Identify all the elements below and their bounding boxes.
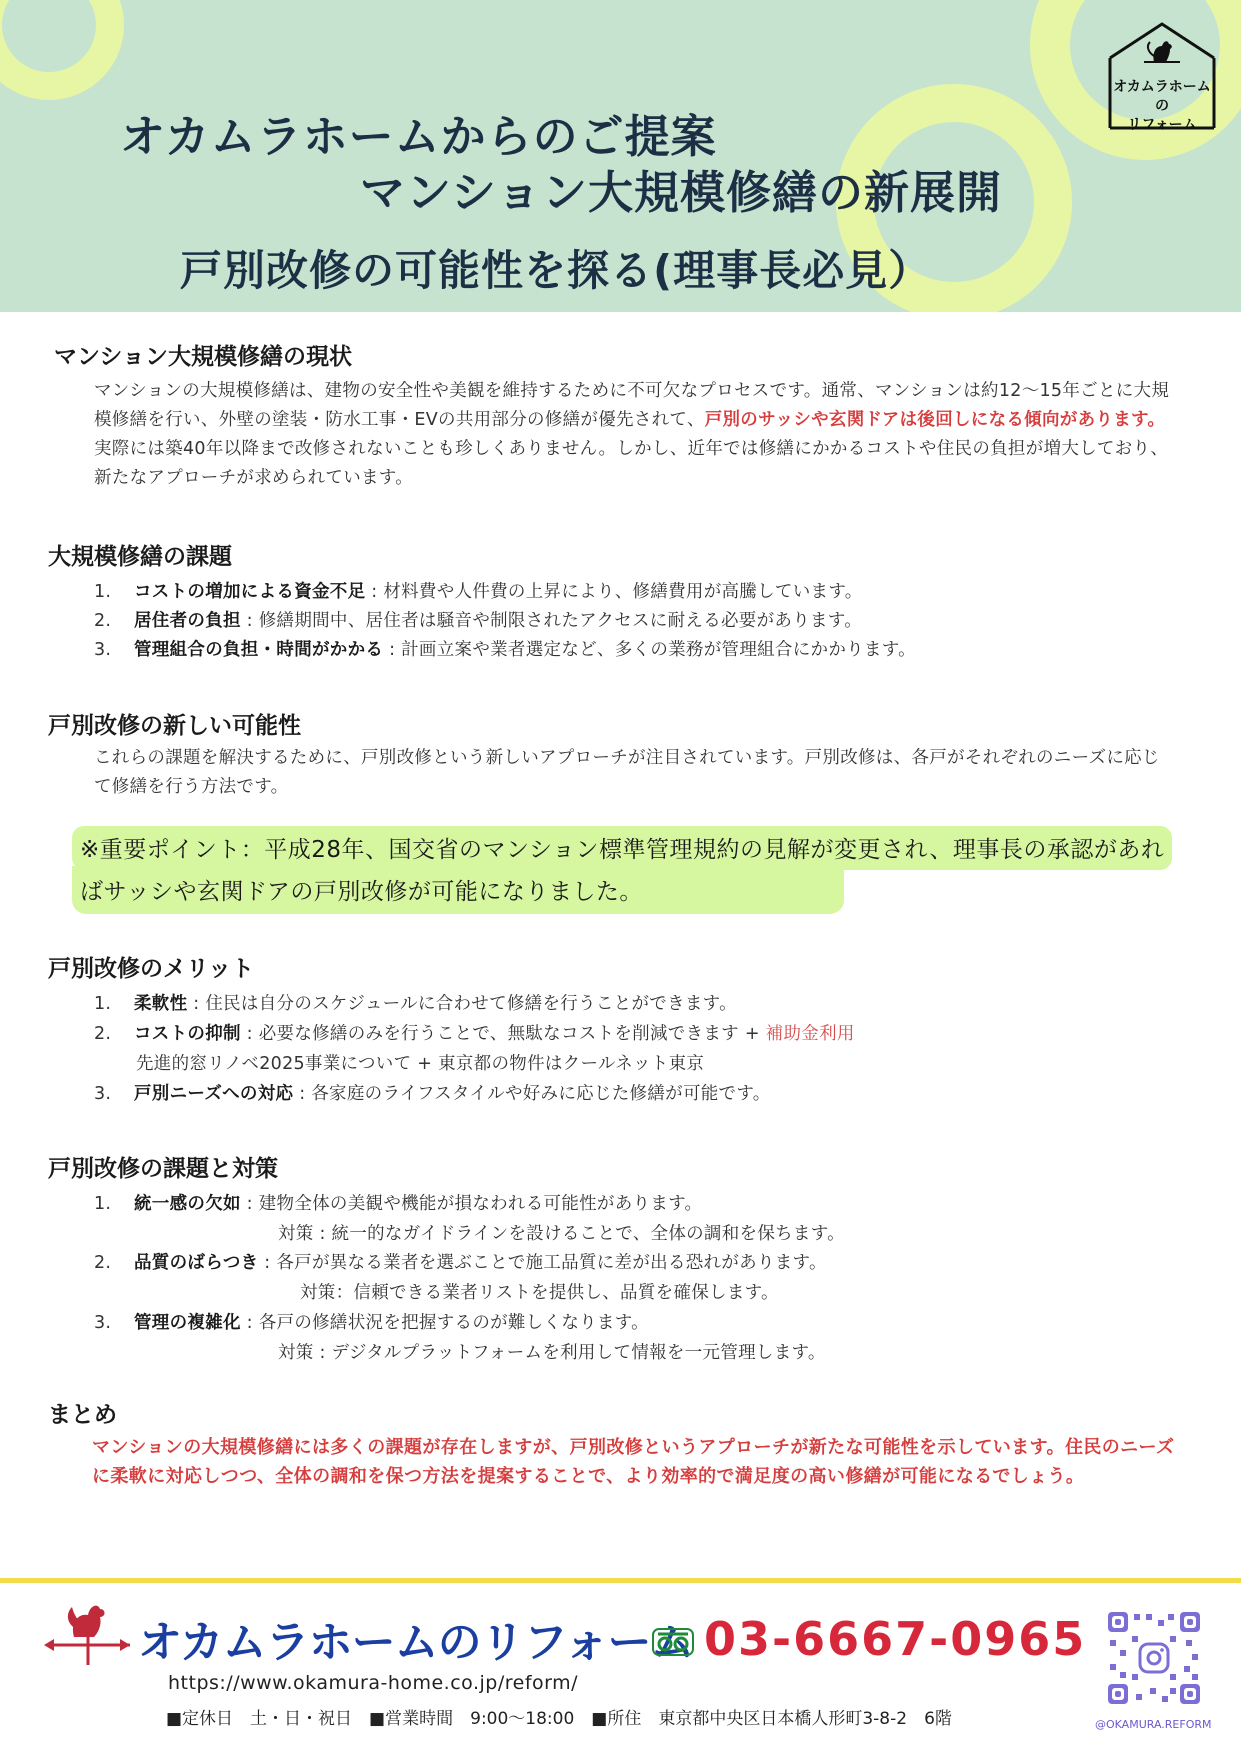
footer-divider (0, 1578, 1241, 1583)
list-item: 2. 品質のばらつき : 各戸が異なる業者を選ぶことで施工品質に差が出る恐れがあります。 (94, 1253, 827, 1273)
instagram-handle[interactable]: @OKAMURA.REFORM (1095, 1718, 1212, 1731)
list-item: 3. 管理組合の負担・時間がかかる : 計画立案や業者選定など、多くの業務が管理組合にかかります。 (94, 640, 916, 660)
countermeasure-text: 対策 : デジタルプラットフォームを利用して情報を一元管理します。 (278, 1343, 826, 1363)
summary-text: マンションの大規模修繕には多くの課題が存在しますが、戸別改修というアプローチが新たな可能性を示しています。住民のニーズに柔軟に対応しつつ、全体の調和を保つ方法を提案することで、より効率的で満足度の高い修繕が可能になるでしょう。 (92, 1437, 1175, 1487)
page-title-line2: マンション大規模修繕の新展開 (360, 166, 1002, 219)
website-link[interactable]: https://www.okamura-home.co.jp/reform/ (168, 1672, 579, 1694)
section-heading-issues: 大規模修繕の課題 (48, 544, 232, 570)
decor-ring (0, 0, 124, 100)
freedial-icon (652, 1628, 694, 1656)
page-title-line1: オカムラホームからのご提案 (120, 110, 717, 163)
page-subtitle: 戸別改修の可能性を探る(理事長必見） (180, 246, 932, 295)
list-item: 2. コストの抑制 : 必要な修繕のみを行うことで、無駄なコストを削減できます + 補助金利用 (94, 1024, 855, 1044)
list-item: 1. コストの増加による資金不足 : 材料費や人件費の上昇により、修繕費用が高騰しています。 (94, 582, 863, 602)
header-banner (0, 0, 1241, 312)
brand-logo-text: オカムラホームのリフォーム (138, 1617, 694, 1668)
section-body-current-status: マンションの大規模修繕は、建物の安全性や美観を維持するために不可欠なプロセスです。通常、マンションは約12〜15年ごとに大規模修繕を行い、外壁の塗装・防水工事・EVの共用部分の修繕が優先されて、戸別のサッシや玄関ドアは後回しになる傾向があります。実際には築40年以降まで改修されないことも珍しくありません。しかし、近年では修繕にかかるコストや住民の負担が増大しており、新たなアプローチが求められています。 (94, 381, 1170, 488)
subsidy-program-link[interactable]: 先進的窓リノベ2025事業について + 東京都の物件はクールネット東京 (136, 1054, 705, 1074)
business-info: ■定休日 土・日・祝日 ■営業時間 9:00〜18:00 ■所住 東京都中央区日本橋人形町3-8-2 6階 (166, 1709, 952, 1729)
list-item: 1. 統一感の欠如 : 建物全体の美観や機能が損なわれる可能性があります。 (94, 1194, 703, 1214)
section-heading-merits: 戸別改修のメリット (48, 956, 255, 982)
rooster-weathervane-icon (44, 1595, 134, 1667)
phone-number[interactable]: 03-6667-0965 (704, 1612, 1087, 1666)
subsidy-link[interactable]: 補助金利用 (765, 1024, 855, 1044)
list-item: 3. 管理の複雑化 : 各戸の修繕状況を把握するのが難しくなります。 (94, 1313, 649, 1333)
instagram-qr-code-icon[interactable] (1106, 1610, 1202, 1706)
list-item: 1. 柔軟性 : 住民は自分のスケジュールに合わせて修繕を行うことができます。 (94, 994, 737, 1014)
countermeasure-text: 対策：信頼できる業者リストを提供し、品質を確保します。 (300, 1283, 779, 1303)
important-point-callout: ※重要ポイント：平成28年、国交省のマンション標準管理規約の見解が変更され、理事長の承認があればサッシや玄関ドアの戸別改修が可能になりました。 (80, 837, 1165, 905)
list-item: 2. 居住者の負担 : 修繕期間中、居住者は騒音や制限されたアクセスに耐える必要があります。 (94, 611, 863, 631)
section-heading-current-status: マンション大規模修繕の現状 (54, 344, 352, 370)
countermeasure-text: 対策 : 統一的なガイドラインを設けることで、全体の調和を保ちます。 (278, 1224, 845, 1244)
section-heading-summary: まとめ (48, 1402, 117, 1428)
header-logo-text: オカムラホームの リフォーム (1113, 79, 1211, 133)
list-item: 3. 戸別ニーズへの対応 : 各家庭のライフスタイルや好みに応じた修繕が可能です。 (94, 1084, 771, 1104)
section-heading-new-possibility: 戸別改修の新しい可能性 (48, 713, 301, 739)
section-heading-challenges: 戸別改修の課題と対策 (48, 1156, 278, 1182)
emphasis-text: 戸別のサッシや玄関ドアは後回しになる傾向があります。 (704, 410, 1166, 430)
section-body-new-possibility: これらの課題を解決するために、戸別改修という新しいアプローチが注目されています。戸別改修は、各戸がそれぞれのニーズに応じて修繕を行う方法です。 (94, 748, 1160, 797)
